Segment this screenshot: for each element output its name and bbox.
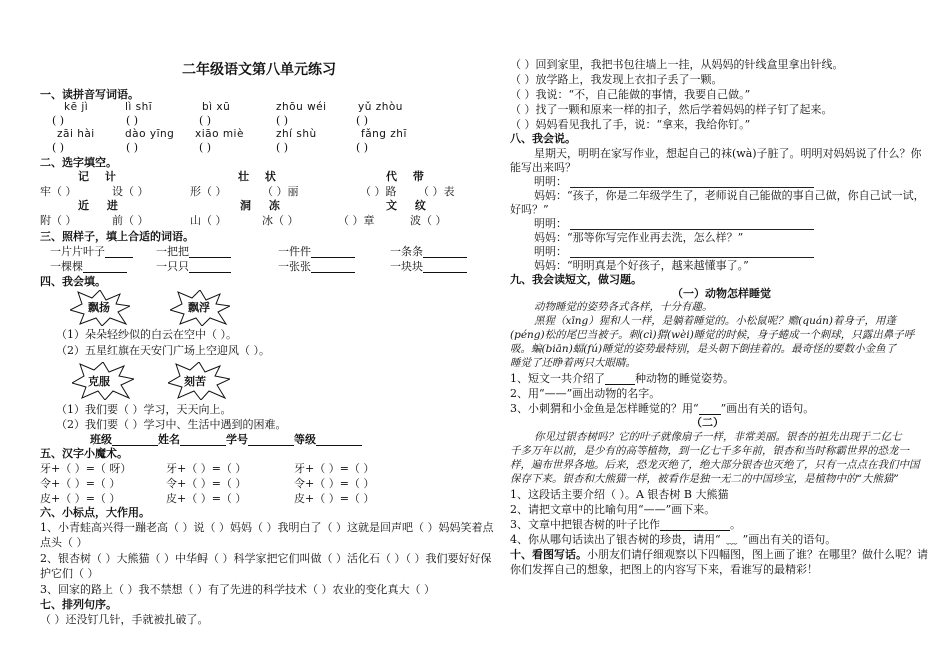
fill-sentence[interactable]: （1）我们要（ ）学习，天天向上。 xyxy=(56,403,232,416)
speaker-label: 明明： xyxy=(534,245,567,258)
pinyin-2: lì shī xyxy=(125,101,153,113)
magic-item[interactable]: 皮+（ ）=（ ） xyxy=(166,492,247,505)
magic-item[interactable]: 令+（ ）=（ ） xyxy=(40,477,121,490)
fill-word[interactable]: 一条条 xyxy=(390,245,467,258)
question-3[interactable]: 3、文章中把银杏树的叶子比作 。 xyxy=(510,518,741,531)
magic-item[interactable]: 牙+（ ）=（ ） xyxy=(294,462,375,475)
question-3: 3、小刺猬和小金鱼是怎样睡觉的？用“ ”画出有关的语句。 xyxy=(510,402,815,415)
fill-item[interactable]: 设（ ） xyxy=(112,185,149,198)
punctuation-line[interactable]: 1、小青蛙高兴得一蹦老高（ ）说（ ）妈妈（ ）我明白了（ ）这就是回声吧（ ）妈妈笑着点 xyxy=(40,521,494,534)
order-item[interactable]: （ ）找了一颗和原来一样的扣子，然后学着妈妈的样子钉了起来。 xyxy=(510,103,833,116)
prompt-text: 能写出来吗？ xyxy=(510,161,576,174)
section-10: 十、看图写话。小朋友们请仔细观察以下四幅图，图上画了谁？在哪里？做什么呢？请 xyxy=(510,548,928,561)
fill-item[interactable]: 山（ ） xyxy=(190,214,227,227)
pinyin-1: kē jì xyxy=(64,101,89,113)
passage-2-title: （二） xyxy=(691,416,724,429)
section-3-heading: 三、照样子，填上合适的词语。 xyxy=(40,230,194,243)
magic-item[interactable]: 令+（ ）=（ ） xyxy=(294,477,375,490)
prompt-text: 星期天，明明在家写作业，想起自己的袜(wà)子脏了。明明对妈妈说了什么？你 xyxy=(534,147,922,160)
fill-word[interactable]: 一把把 xyxy=(156,245,231,258)
passage-text: 千多万年以前，是少有的高等植物，到一亿七千多年前，银杏和当时称霸世界的恐龙一 xyxy=(510,445,909,457)
fill-item[interactable]: 冰（ ） xyxy=(262,214,299,227)
section-4-heading: 四、我会填。 xyxy=(40,275,106,288)
answer-box[interactable]: ( ) xyxy=(52,141,65,154)
dialogue-line: 妈妈：“孩子，你是二年级学生了，老师说自己能做的事自己做，你自己试一试， xyxy=(534,189,925,202)
question-1[interactable]: 1、这段话主要介绍（ ）。A 银杏树 B 大熊猫 xyxy=(510,488,729,501)
pinyin-9: zhí shù xyxy=(276,128,317,140)
order-item[interactable]: （ ）放学路上，我发现上衣扣子丢了一颗。 xyxy=(510,73,723,86)
answer-line[interactable] xyxy=(570,229,814,230)
fill-item[interactable]: （ ）章 xyxy=(338,214,375,227)
passage-text: 保存下来。银杏和大熊猫一样，被看作是独一无二的中国珍宝，是植物中的“大熊猫” xyxy=(510,473,899,485)
char-pair: 壮 状 xyxy=(238,170,276,183)
fill-sentence[interactable]: （2）我们要（ ）学习中、生活中遇到的困难。 xyxy=(56,418,287,431)
fill-word[interactable]: 一只只 xyxy=(156,260,231,273)
fill-item[interactable]: （ ）路 xyxy=(360,185,397,198)
speaker-label: 明明： xyxy=(534,175,567,188)
page-title: 二年级语文第八单元练习 xyxy=(182,62,336,78)
word-kefu: 克服 xyxy=(88,375,110,388)
fill-sentence[interactable]: （1）朵朵轻纱似的白云在空中（ ）。 xyxy=(56,328,237,341)
fill-item[interactable]: 附（ ） xyxy=(40,214,77,227)
pinyin-4: zhōu wéi xyxy=(276,101,327,113)
order-item[interactable]: （ ）回到家里，我把书包往墙上一挂，从妈妈的针线盒里拿出针线。 xyxy=(510,58,844,71)
answer-box[interactable]: ( ) xyxy=(276,114,289,127)
order-item[interactable]: （ ）我说：“不，自己能做的事情，我要自己做。” xyxy=(510,88,751,101)
section-7-heading: 七、排列句序。 xyxy=(40,598,117,611)
answer-box[interactable]: ( ) xyxy=(52,114,65,127)
pinyin-3: bì xū xyxy=(202,101,231,113)
char-pair: 记 计 xyxy=(78,170,116,183)
fill-word[interactable]: 一棵棵 xyxy=(50,260,127,273)
dialogue-line: 妈妈：“那等你写完作业再去洗，怎么样？” xyxy=(534,231,744,244)
punctuation-line[interactable]: 护它们（ ） xyxy=(40,567,99,580)
word-piaofu: 飘浮 xyxy=(188,301,210,314)
speaker-label: 明明： xyxy=(534,217,567,230)
magic-item[interactable]: 皮+（ ）=（ ） xyxy=(294,492,375,505)
answer-box[interactable]: ( ) xyxy=(199,114,212,127)
order-item[interactable]: （ ）还没钉几针，手就被扎破了。 xyxy=(40,613,209,626)
section-10-text: 你们发挥自己的想象，把图上的内容写下来，看谁写的最精彩！ xyxy=(510,563,818,576)
answer-box[interactable]: ( ) xyxy=(126,141,139,154)
question-1[interactable]: 1、短文一共介绍了 种动物的睡觉姿势。 xyxy=(510,372,734,385)
fill-word[interactable]: 一张张 xyxy=(278,260,355,273)
magic-item[interactable]: 牙+（ ）=（ ） xyxy=(166,462,247,475)
fill-item[interactable]: （ ）丽 xyxy=(262,185,299,198)
answer-box[interactable]: ( ) xyxy=(126,114,139,127)
question-2: 2、请把文章中的比喻句用“——”画下来。 xyxy=(510,503,716,516)
passage-text: 动物睡觉的姿势各式各样，十分有趣。 xyxy=(534,301,713,313)
answer-box[interactable]: ( ) xyxy=(276,141,289,154)
pinyin-10: fǎng zhī xyxy=(361,128,407,140)
pinyin-6: zāi hài xyxy=(57,128,95,140)
fill-item[interactable]: 形（ ） xyxy=(190,185,227,198)
question-2: 2、用“——”画出动物的名字。 xyxy=(510,387,661,400)
section-8-heading: 八、我会说。 xyxy=(510,132,576,145)
question-4: 4、你从哪句话读出了银杏树的珍贵，请用“ ﹏ ”画出有关的语句。 xyxy=(510,533,837,546)
fill-word[interactable]: 一件件 xyxy=(278,245,355,258)
dialogue-line: 好吗？” xyxy=(510,203,549,216)
section-9-heading: 九、我会读短文，做习题。 xyxy=(510,273,642,286)
passage-text: (péng)松的尾巴当被子。刺(cì)猬(wèi)睡觉的时候，身子蜷成一个刺球，只露出鼻子呼 xyxy=(510,329,915,341)
passage-text: 样，遍布世界各地。后来，恐龙灭绝了，绝大部分银杏也灭绝了，只有一点点在我们中国 xyxy=(510,459,920,471)
char-pair: 文 纹 xyxy=(386,199,426,212)
answer-line[interactable] xyxy=(570,257,814,258)
punctuation-line[interactable]: 3、回家的路上（ ）我不禁想（ ）有了先进的科学技术（ ）农业的变化真大（ ） xyxy=(40,583,435,596)
order-item[interactable]: （ ）妈妈看见我扎了手，说：“拿来，我给你钉。” xyxy=(510,118,751,131)
passage-text: 你见过银杏树吗？它的叶子就像扇子一样，非常美丽。银杏的祖先出现于二亿七 xyxy=(534,431,902,443)
passage-text: 黑猩（xīng）猩和人一样，是躺着睡觉的。小松鼠呢？赡(quán)着身子，用蓬 xyxy=(534,315,896,327)
magic-item[interactable]: 牙+（ ）=（ 呀） xyxy=(40,462,132,475)
fill-sentence[interactable]: （2）五星红旗在天安门广场上空迎风（ ）。 xyxy=(56,344,270,357)
word-piaoyang: 飘扬 xyxy=(88,301,110,314)
passage-1-title: （一）动物怎样睡觉 xyxy=(672,287,771,300)
char-pair: 代 带 xyxy=(386,170,424,183)
dialogue-line: 妈妈：“明明真是个好孩子，越来越懂事了。” xyxy=(534,259,749,272)
answer-box[interactable]: ( ) xyxy=(199,141,212,154)
pinyin-5: yǔ zhòu xyxy=(358,101,403,113)
answer-box[interactable]: ( ) xyxy=(356,141,369,154)
char-pair: 洞 冻 xyxy=(240,199,280,212)
example-word: 一片片叶子 xyxy=(50,245,133,258)
section-5-heading: 五、汉字小魔术。 xyxy=(40,447,128,460)
pinyin-8: xiāo miè xyxy=(195,128,244,140)
fill-item[interactable]: 波（ ） xyxy=(410,214,447,227)
answer-line[interactable] xyxy=(570,187,814,188)
answer-box[interactable]: ( ) xyxy=(356,114,369,127)
magic-item[interactable]: 皮+（ ）=（ ） xyxy=(40,492,121,505)
right-column xyxy=(480,0,950,671)
fill-item[interactable]: （ ）表 xyxy=(418,185,455,198)
pinyin-7: dào yīng xyxy=(125,128,175,140)
word-keku: 刻苦 xyxy=(184,375,206,388)
passage-text: 吸。蝙(biān)蝠(fú)睡觉的姿势最特别，是头朝下倒挂着的。最奇怪的要数小金鱼了 xyxy=(510,343,897,355)
passage-text: 睡觉了还睁着两只大眼睛。 xyxy=(510,357,636,369)
fill-word[interactable]: 一块块 xyxy=(390,260,467,273)
char-pair: 近 进 xyxy=(78,199,118,212)
section-1-heading: 一、读拼音写词语。 xyxy=(40,88,139,101)
fill-item[interactable]: 前（ ） xyxy=(112,214,149,227)
punctuation-line[interactable]: 2、银杏树（ ）大熊猫（ ）中华鲟（ ）科学家把它们叫做（ ）活化石（ ）（ ）我们要好好保 xyxy=(40,552,492,565)
section-6-heading: 六、小标点，大作用。 xyxy=(40,506,150,519)
student-info: 班级 姓名 学号 等级 xyxy=(90,433,362,446)
magic-item[interactable]: 令+（ ）=（ ） xyxy=(166,477,247,490)
fill-item[interactable]: 牢（ ） xyxy=(40,185,77,198)
section-2-heading: 二、选字填空。 xyxy=(40,156,117,169)
punctuation-line[interactable]: 点头（ ） xyxy=(40,536,88,549)
